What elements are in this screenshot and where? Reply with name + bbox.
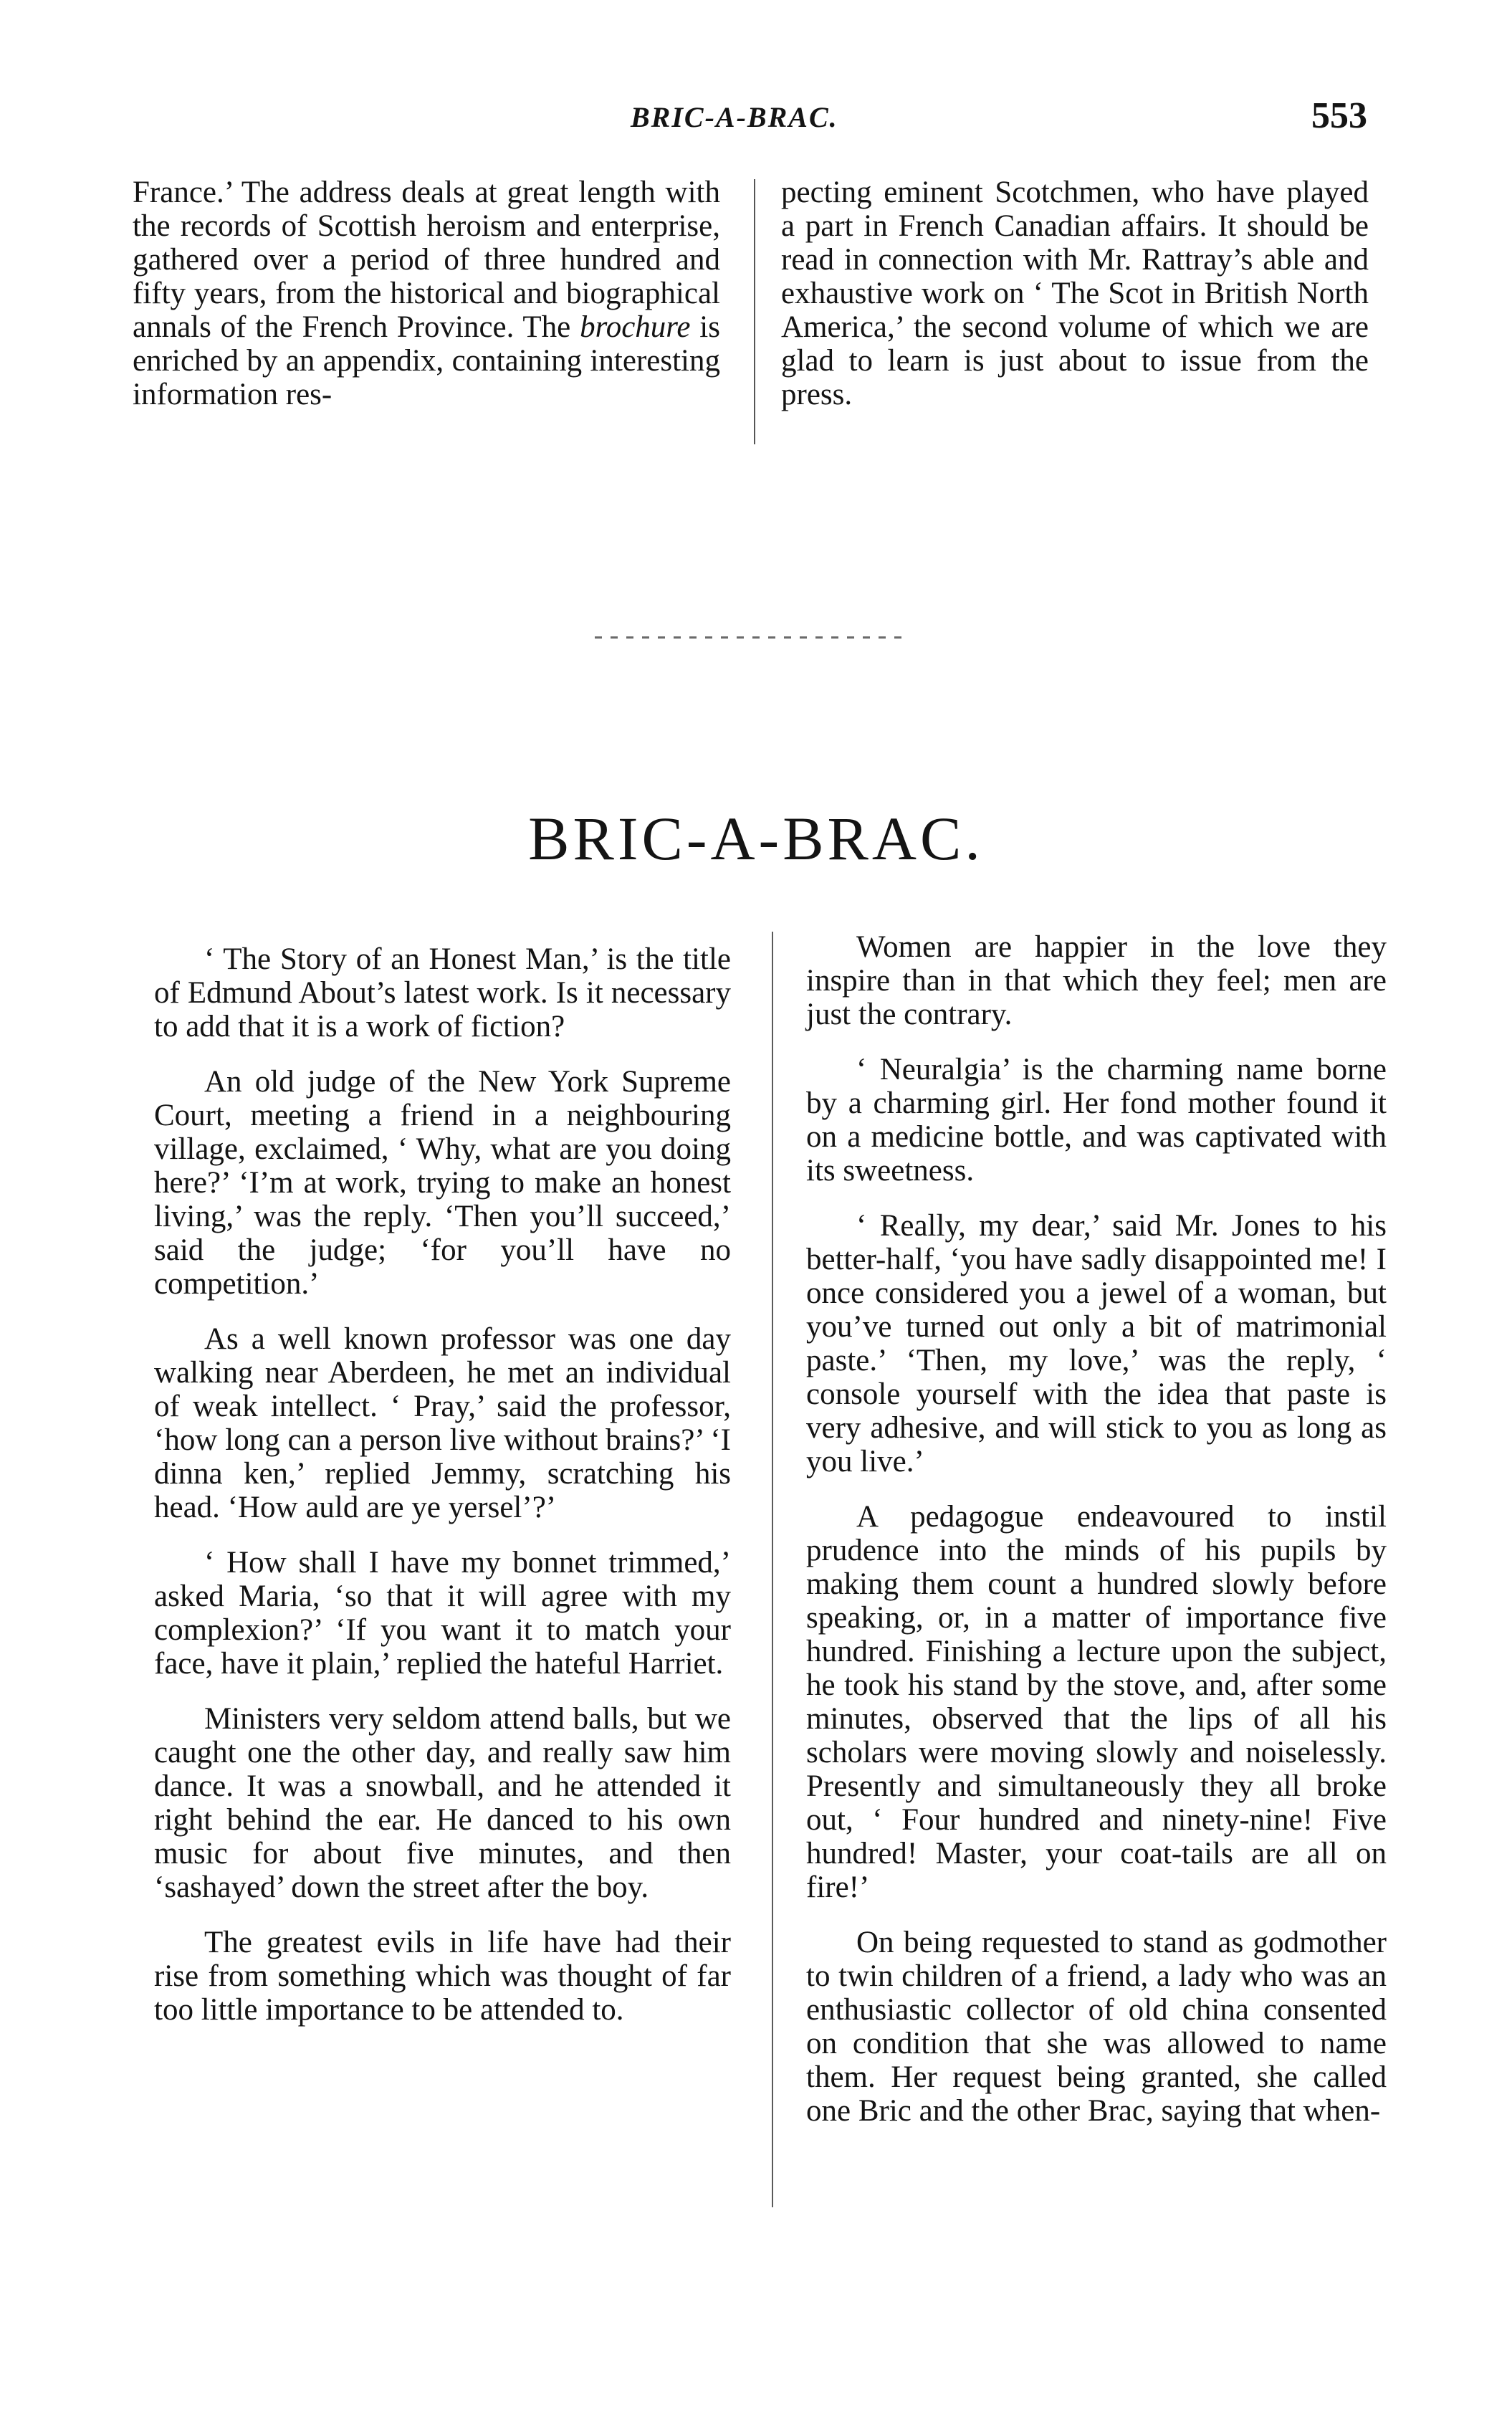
anecdotes-left-column — [154, 942, 731, 2027]
review-text-left-tail: is enriched by an appendix, containing interesting information res- — [133, 310, 720, 411]
section-divider — [595, 636, 910, 639]
review-paragraph-left — [133, 176, 720, 411]
page-number: 553 — [1311, 95, 1367, 136]
anecdote-paragraph: A pedagogue endeavoured to instil prudence into the minds of his pupils by making them count a hundred slowly before speaking, or, in a matter of importance five hundred. Finishing a lecture upon the subject, he took his stand by the stove, and, after some minutes, observed that the lips of all his scholars were moving slowly and noiselessly. Presently and simultaneously they all broke out, ‘ Four hundred and ninety-nine! Five hundred! Master, your coat-tails are all on fire!’ — [806, 1500, 1387, 1904]
anecdote-paragraph: ‘ Really, my dear,’ said Mr. Jones to his better-half, ‘you have sadly disappointed me! I once considered you a jewel of a woman, but you’ve turned out only a bit of matrimonial paste.’ ‘Then, my love,’ was the reply, ‘ console yourself with the idea that paste is very adhesive, and will stick to you as long as you live.’ — [806, 1209, 1387, 1478]
section-heading: BRIC-A-BRAC. — [528, 804, 984, 873]
review-paragraph-right: pecting eminent Scotchmen, who have played a part in French Canadian affairs. It should be read in connection with Mr. Rattray’s able and exhaustive work on ‘ The Scot in British North America,’ the second volume of which we are glad to learn is just about to issue from the press. — [781, 176, 1369, 411]
anecdote-paragraph: ‘ How shall I have my bonnet trimmed,’ asked Maria, ‘so that it will agree with my complexion?’ ‘If you want it to match your face, have it plain,’ replied the hateful Harriet. — [154, 1546, 731, 1681]
anecdote-paragraph: The greatest evils in life have had their rise from something which was thought of far too little importance to be attended to. — [154, 1926, 731, 2027]
anecdote-paragraph: Ministers very seldom attend balls, but we caught one the other day, and really saw him dance. It was a snowball, and he attended it right behind the ear. He danced to his own music for about five minutes, and then ‘sashayed’ down the street after the boy. — [154, 1702, 731, 1904]
column-divider-top — [754, 179, 755, 444]
anecdote-paragraph: An old judge of the New York Supreme Court, meeting a friend in a neighbouring village, exclaimed, ‘ Why, what are you doing here?’ ‘I’m at work, trying to make an honest living,’ was the reply. ‘Then you’ll succeed,’ said the judge; ‘for you’ll have no competition.’ — [154, 1065, 731, 1301]
review-italic-word: brochure — [580, 310, 691, 344]
anecdote-paragraph: ‘ Neuralgia’ is the charming name borne by a charming girl. Her fond mother found it on a medicine bottle, and was captivated with its sweetness. — [806, 1053, 1387, 1188]
anecdotes-right-column — [806, 930, 1387, 2128]
review-left-column — [133, 176, 720, 411]
review-right-column — [781, 176, 1369, 411]
anecdote-paragraph: Women are happier in the love they inspire than in that which they feel; men are just the contrary. — [806, 930, 1387, 1031]
running-title: BRIC-A-BRAC. — [631, 101, 838, 133]
anecdote-paragraph: On being requested to stand as godmother to twin children of a friend, a lady who was an enthusiastic collector of old china consented on condition that she was allowed to name them. Her request being granted, she called one Bric and the other Brac, saying that when- — [806, 1926, 1387, 2128]
column-divider-bottom — [772, 932, 773, 2207]
review-text-left: France.’ The address deals at great length with the records of Scottish heroism and enterprise, gathered over a period of three hundred and fifty years, from the historical and biographical annals of the French Province. The — [133, 176, 720, 344]
anecdote-paragraph: As a well known professor was one day walking near Aberdeen, he met an individual of weak intellect. ‘ Pray,’ said the professor, ‘how long can a person live without brains?’ ‘I dinna ken,’ replied Jemmy, scratching his head. ‘How auld are ye yersel’?’ — [154, 1322, 731, 1524]
anecdote-paragraph: ‘ The Story of an Honest Man,’ is the title of Edmund About’s latest work. Is it necessary to add that it is a work of fiction? — [154, 942, 731, 1043]
